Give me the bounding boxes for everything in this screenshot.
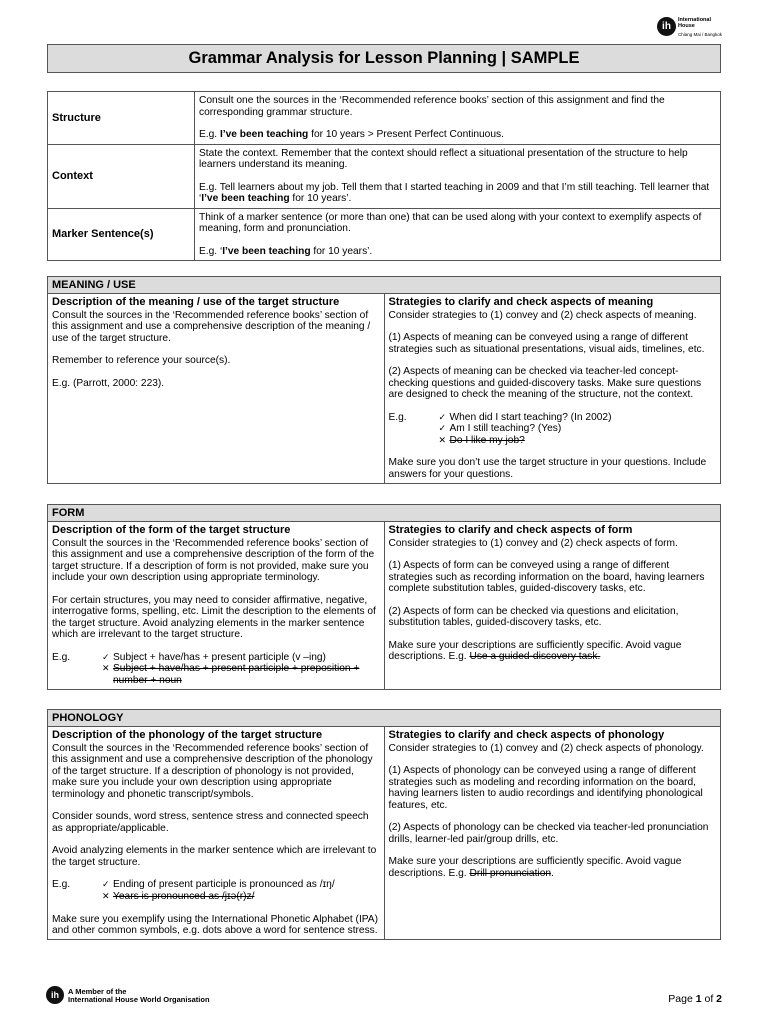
logo-name: International House [678,17,712,29]
example-bad: ✕ Subject + have/has + present participle + preposition + number + noun [102,663,360,686]
meaning-description-cell: Description of the meaning / use of the target structure Consult the sources in the ‘Recommended reference books’ section of this assignment and use a comprehensive description of the meaning / use of the target structure. Remember to reference your source(s). E.g. (Parrott, 2000: 223). [48,294,385,483]
context-label: Context [48,144,195,208]
footer-membership-text: A Member of the International House World Organisation [68,987,210,1004]
page-number: Page 1 of 2 [668,993,722,1005]
check-icon: ✓ [438,411,447,422]
cross-icon: ✕ [438,434,447,445]
check-icon: ✓ [438,423,447,434]
form-section [47,504,721,690]
meaning-description-title: Description of the meaning / use of the target structure [52,296,340,309]
structure-row [48,92,721,145]
meaning-strategies-title: Strategies to clarify and check aspects of meaning [388,296,654,309]
phonology-strategies-cell: Strategies to clarify and check aspects of phonology Consider strategies to (1) convey and (2) check aspects of phonology. (1) Aspects of phonology can be conveyed using a range of different strategies such as modeling and recording information on the board, having learners listen to audio recordings and identifying phonological features, etc. (2) Aspects of phonology can be checked via teacher-led pronunciation drills, learner-led pair/group drills, etc. Make sure your descriptions are sufficiently specific. Avoid vague descriptions. E.g. Drill pronunciation. [384,727,721,939]
structure-content: Consult one the sources in the ‘Recommended reference books’ section of this assignment and find the corresponding grammar structure. E.g. I’ve been teaching for 10 years > Present Perfect Continuous. [195,92,721,145]
form-example: E.g. ✓ Subject + have/has + present participle (v –ing) ✕ Subject + have/has + present participle + preposition + number + noun [52,652,380,687]
check-icon: ✓ [102,879,110,890]
example-good: ✓ Ending of present participle is pronounced as /ɪŋ/ [102,879,335,891]
ih-logo-icon: ih [657,17,676,36]
example-good: ✓ Subject + have/has + present participle (v –ing) [102,651,326,663]
structure-label: Structure [48,92,195,145]
form-strategies-cell: Strategies to clarify and check aspects of form Consider strategies to (1) convey and (2) check aspects of form. (1) Aspects of form can be conveyed using a range of different strategies such as recording information on the board, having learners complete substitution tables, guided-discovery tasks, etc. (2) Aspects of form can be checked via questions and elicitation, substitution tables, guided-discovery tasks, etc. Make sure your descriptions are sufficiently specific. Avoid vague descriptions. E.g. Use a guided-discovery task. [384,522,721,689]
marker-sentence-row [48,208,721,261]
meaning-strategies-cell: Strategies to clarify and check aspects of meaning Consider strategies to (1) convey and (2) check aspects of meaning. (1) Aspects of meaning can be conveyed using a range of different strategies such as situational presentations, visual aids, timelines, etc. (2) Aspects of meaning can be checked via teacher-led concept-checking questions and guided-discovery tasks. Make sure questions are designed to check the meaning of the structure, not the context. E.g. ✓ When did I start teaching? (In 2002) ✓ Am I still teaching? (Yes) ✕ Do I like my job? Make sure you don’t use the target structure in your questions. Include answers for your questions. [384,294,721,483]
form-strategies-title: Strategies to clarify and check aspects of form [388,524,633,537]
phonology-description-cell: Description of the phonology of the target structure Consult the sources in the ‘Recommended reference books’ section of this assignment and use a comprehensive description of the phonology of the target structure. If a description of phonology is not provided, make sure you include your own description using appropriate terminology and phonetic transcript/symbols. Consider sounds, word stress, sentence stress and connected speech as appropriate/applicable. Avoid analyzing elements in the marker sentence which are irrelevant to the target structure. E.g. ✓ Ending of present participle is pronounced as /ɪŋ/ ✕ Years is pronounced as /jɪə(r)z/ Make sure you exemplify using the International Phonetic Alphabet (IPA) and other common symbols, e.g. dots above a word for sentence stress. [48,727,385,939]
marker-sentence-content: Think of a marker sentence (or more than one) that can be used along with your context to exemplify aspects of meaning, form and pronunciation. E.g. ‘I’ve been teaching for 10 years’. [195,208,721,261]
logo-location: Chiang Mai / Bangkok [678,32,723,37]
form-description-cell: Description of the form of the target structure Consult the sources in the ‘Recommended reference books’ section of this assignment and use a comprehensive description of the form of the target structure. If a description of form is not provided, make sure you include your own description using appropriate terminology. For certain structures, you may need to consider affirmative, negative, interrogative forms, spelling, etc. Limit the description to the elements of the target structure. Avoid analyzing elements in the marker sentence which are irrelevant to the target structure. E.g. ✓ Subject + have/has + present participle (v –ing) ✕ Subject + have/has + present participle + preposition + number + noun [48,522,385,689]
phonology-strategies-title: Strategies to clarify and check aspects of phonology [388,729,665,742]
example-good: ✓ When did I start teaching? (In 2002) [438,411,612,423]
meaning-example: E.g. ✓ When did I start teaching? (In 2002) ✓ Am I still teaching? (Yes) ✕ Do I like my job? [388,411,612,446]
meaning-heading: MEANING / USE [48,277,721,294]
form-heading: FORM [48,505,721,522]
check-icon: ✓ [102,651,110,662]
page-title: Grammar Analysis for Lesson Planning | SAMPLE [47,44,721,73]
phonology-section [47,709,721,940]
example-good: ✓ Am I still teaching? (Yes) [438,423,562,435]
ih-logo [657,17,727,39]
phonology-heading: PHONOLOGY [48,710,721,727]
form-description-title: Description of the form of the target structure [52,524,291,537]
marker-sentence-label: Marker Sentence(s) [48,208,195,261]
phonology-example: E.g. ✓ Ending of present participle is pronounced as /ɪŋ/ ✕ Years is pronounced as /jɪə(r)z/ [52,879,335,902]
ih-world-logo [46,986,246,1008]
context-content: State the context. Remember that the context should reflect a situational presentation of the structure to help learners understand its meaning. E.g. Tell learners about my job. Tell them that I started teaching in 2009 and that I’m still teaching. Tell learner that ‘I’ve been teaching for 10 years’. [195,144,721,208]
cross-icon: ✕ [102,663,110,674]
ih-world-icon: ih [46,986,64,1004]
context-row [48,144,721,208]
cross-icon: ✕ [102,891,110,901]
example-bad: ✕ Years is pronounced as /jɪə(r)z/ [102,891,255,902]
example-bad: ✕ Do I like my job? [438,434,525,446]
overview-table [47,91,721,261]
phonology-description-title: Description of the phonology of the target structure [52,729,323,742]
meaning-section [47,276,721,484]
